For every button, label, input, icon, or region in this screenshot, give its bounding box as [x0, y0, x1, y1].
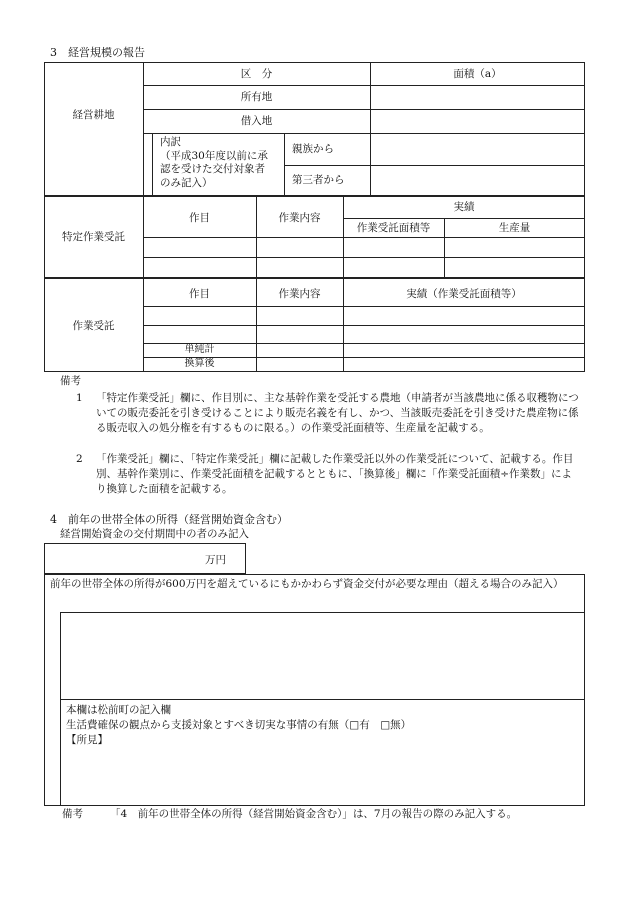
- leased-land-label: 借入地: [240, 115, 273, 127]
- note-number: 1: [76, 392, 83, 404]
- kubun-header: 区 分: [240, 68, 273, 80]
- work-contract-label: 作業受託: [72, 320, 115, 332]
- section4-heading: 4 前年の世帯全体の所得（経営開始資金含む）: [50, 513, 288, 526]
- crop-header: 作目: [189, 212, 210, 224]
- contract-area-header: 作業受託面積等: [356, 222, 431, 234]
- opinion-label: 【所見】: [66, 734, 108, 746]
- note-text: 「作業受託」欄に、「特定作業受託」欄に記載した作業受託以外の作業受託について、記載する。作目別、基幹作業別に、作業受託面積を記載するとともに、「換算後」欄に「作業受託面積÷作業数」により換算した面積を記載する。: [96, 453, 574, 495]
- reason-field[interactable]: [60, 612, 585, 700]
- from-third-party-label: 第三者から: [292, 174, 345, 186]
- results-header: 実績: [453, 201, 475, 213]
- farmland-label: 経営耕地: [72, 109, 115, 121]
- simple-total-label: 単純計: [184, 344, 215, 355]
- section4-notes-label: 備考: [62, 808, 83, 820]
- crop-header: 作目: [189, 288, 210, 300]
- section3-heading: 3 経営規模の報告: [50, 46, 145, 59]
- notes-label: 備考: [60, 375, 81, 387]
- work-content-header: 作業内容: [278, 288, 321, 300]
- work-content-header: 作業内容: [278, 212, 321, 224]
- town-use-label: 本欄は松前町の記入欄: [66, 704, 171, 716]
- manen-unit: 万円: [205, 554, 226, 566]
- area-header: 面積（a）: [453, 68, 502, 80]
- note-text: 「特定作業受託」欄に、作目別に、主な基幹作業を受託する農地（申請者が当該農地に係る収穫物についての販売委託を引き受けることにより販売名義を有し、かつ、当該販売委託を引き受けた農産物に係る販売収入の処分権を有するものに限る。）の作業受託面積等、生産量を記載する。: [96, 392, 579, 434]
- owned-land-label: 所有地: [240, 91, 273, 103]
- from-relatives-label: 親族から: [292, 143, 334, 155]
- results-area-header: 実績（作業受託面積等）: [406, 288, 522, 300]
- section4-notes-text: 「4 前年の世帯全体の所得（経営開始資金含む）」は、7月の報告の際のみ記入する。: [110, 808, 518, 820]
- reason-label: 前年の世帯全体の所得が600万円を超えているにもかかわらず資金交付が必要な理由（超える場合のみ記入）: [50, 578, 564, 590]
- breakdown-label: 内訳 （平成30年度以前に承 認を受けた交付対象者 のみ記入）: [160, 136, 268, 189]
- note-number: 2: [76, 453, 83, 465]
- specific-work-label: 特定作業受託: [62, 231, 125, 243]
- section4-subheading: 経営開始資金の交付期間中の者のみ記入: [60, 528, 249, 540]
- production-header: 生産量: [498, 222, 531, 234]
- converted-label: 換算後: [184, 358, 215, 369]
- town-circumstances-question: 生活費確保の観点から支援対象とすべき切実な事情の有無（□有 □無）: [66, 719, 412, 731]
